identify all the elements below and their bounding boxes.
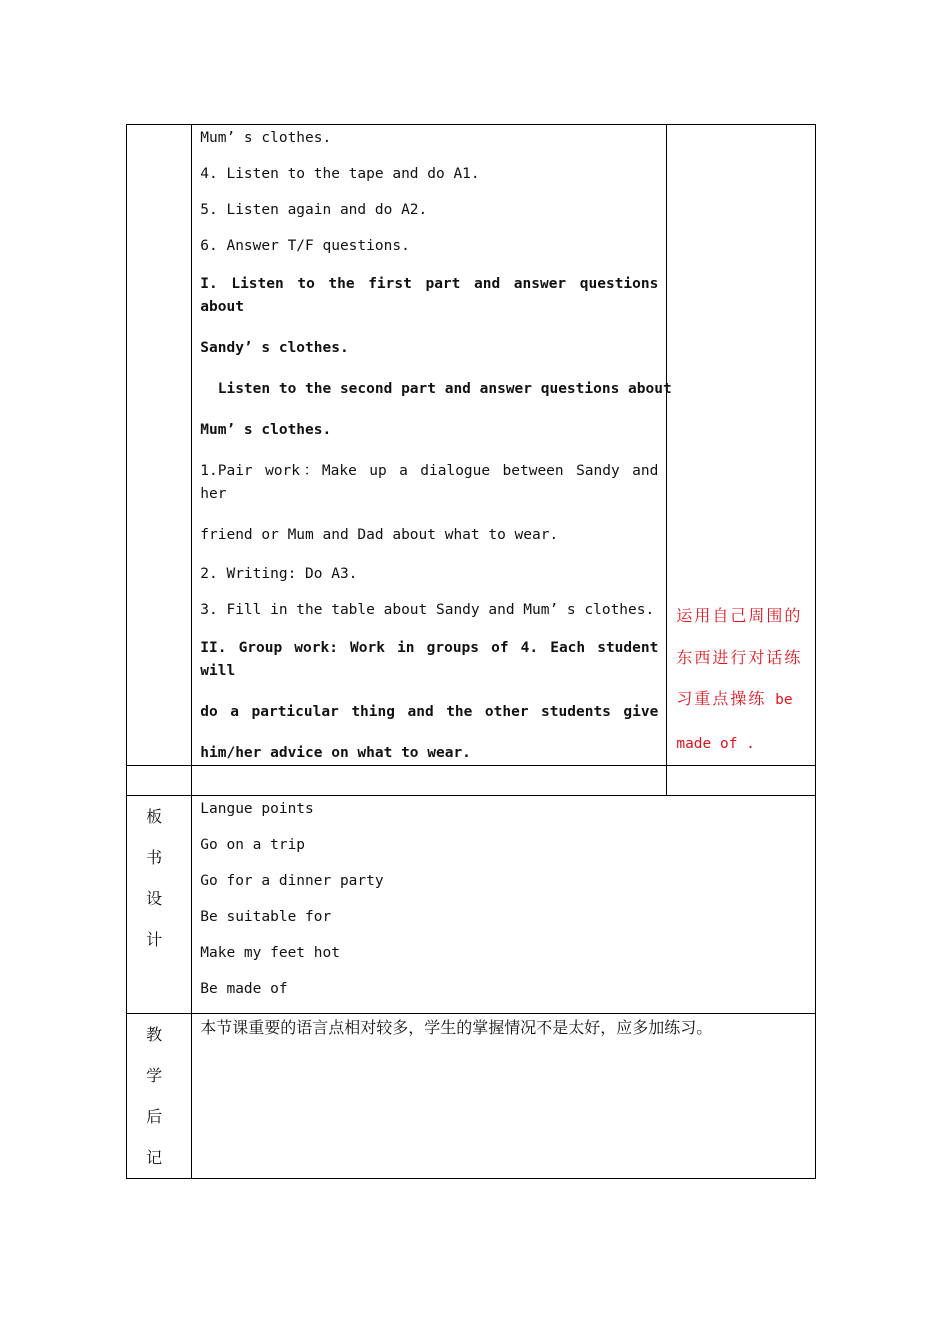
procedure-row [127, 125, 816, 766]
reflection-row [127, 1014, 816, 1179]
board-item: Make my feet hot [200, 945, 340, 961]
procedure-note-cell [667, 125, 816, 766]
label-line: 设 计 [146, 889, 173, 949]
text-line: 5. Listen again and do A2. [200, 202, 428, 218]
reflection-label-cell [127, 1014, 192, 1179]
empty-cell [192, 766, 667, 796]
text-line: 3. Fill in the table about Sandy and Mum’ s clothes. [200, 602, 655, 618]
board-item: Go on a trip [200, 837, 306, 853]
board-design-label [127, 796, 191, 960]
bold-line: Mum’ s clothes. [200, 422, 332, 438]
pair-work-line: friend or Mum and Dad about what to wear. [200, 527, 559, 543]
board-item: Langue points [200, 801, 314, 817]
bold-line: Sandy’ s clothes. [200, 340, 349, 356]
group-work-line: II. Group work: Work in groups of 4. Each student will [200, 640, 659, 679]
bold-line: Listen to the second part and answer questions about [200, 381, 672, 397]
label-line: 后 记 [146, 1107, 173, 1167]
board-item: Be made of [200, 981, 288, 997]
text-line: 6. Answer T/F questions. [200, 238, 410, 254]
empty-row [127, 766, 816, 796]
reflection-text: 本节课重要的语言点相对较多，学生的掌握情况不是太好，应多加练习。 [200, 1018, 713, 1037]
board-design-label-cell [127, 796, 192, 1014]
empty-cell [667, 766, 816, 796]
group-work-line: him/her advice on what to wear. [200, 745, 471, 761]
board-item: Be suitable for [200, 909, 332, 925]
reflection-label [127, 1014, 191, 1178]
board-design-row [127, 796, 816, 1014]
label-line: 教 学 [146, 1025, 173, 1085]
board-design-content-cell [192, 796, 816, 1014]
procedure-label-cell [127, 125, 192, 766]
bold-line: I. Listen to the first part and answer questions about [200, 276, 659, 315]
pair-work-line: 1.Pair work：Make up a dialogue between Sandy and her [200, 463, 659, 502]
label-line: 板 书 [146, 807, 173, 867]
procedure-content-cell [192, 125, 672, 766]
reflection-content-cell [192, 1014, 816, 1179]
teaching-note [667, 125, 815, 765]
text-line: Mum’ s clothes. [200, 130, 332, 146]
empty-cell [127, 766, 192, 796]
board-item: Go for a dinner party [200, 873, 384, 889]
lesson-plan-table [126, 124, 816, 1179]
teaching-note-tail: be made of . [676, 692, 793, 752]
teaching-note-text: 运用自己周围的东西进行对话练习重点操练 [676, 606, 803, 708]
group-work-line: do a particular thing and the other students give [200, 704, 659, 720]
text-line: 4. Listen to the tape and do A1. [200, 166, 480, 182]
text-line: 2. Writing: Do A3. [200, 566, 358, 582]
